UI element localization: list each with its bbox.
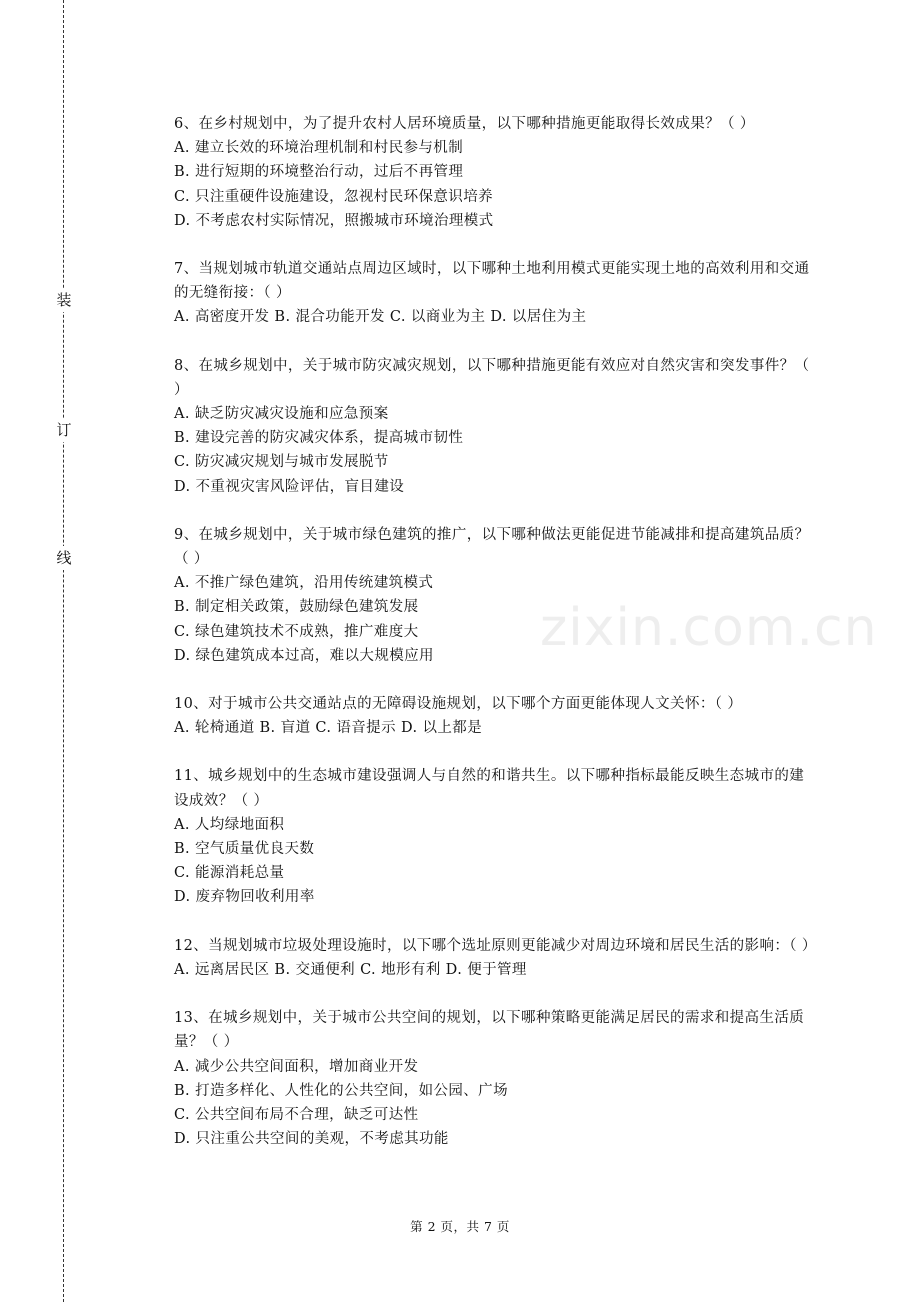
question-stem: 10、对于城市公共交通站点的无障碍设施规划，以下哪个方面更能体现人文关怀：（ ） <box>174 696 743 713</box>
watermark: zixin.com.cn <box>540 598 878 658</box>
option-b: B. 建设完善的防灾减灾体系，提高城市韧性 <box>174 430 464 447</box>
option-a: A. 不推广绿色建筑，沿用传统建筑模式 <box>174 575 434 592</box>
binding-char-zhuang: 装 <box>53 288 75 312</box>
option-d: D. 不考虑农村实际情况，照搬城市环境治理模式 <box>174 212 494 229</box>
question-6 <box>174 112 814 233</box>
option-c: C. 只注重硬件设施建设，忽视村民环保意识培养 <box>174 188 493 205</box>
question-stem: 9、在城乡规划中，关于城市绿色建筑的推广，以下哪种做法更能促进节能减排和提高建筑品质？（ ） <box>174 526 810 568</box>
question-stem: 6、在乡村规划中，为了提升农村人居环境质量，以下哪种措施更能取得长效成果？（ ） <box>174 116 755 132</box>
option-c: C. 绿色建筑技术不成熟，推广难度大 <box>174 623 419 640</box>
question-8 <box>174 354 814 499</box>
options-inline: A. 远离居民区 B. 交通便利 C. 地形有利 D. 便于管理 <box>174 961 527 978</box>
option-d: D. 只注重公共空间的美观，不考虑其功能 <box>174 1131 449 1148</box>
question-list <box>174 112 817 1175</box>
option-c: C. 防灾减灾规划与城市发展脱节 <box>174 454 389 471</box>
option-b: B. 打造多样化、人性化的公共空间，如公园、广场 <box>174 1082 508 1099</box>
options-inline: A. 高密度开发 B. 混合功能开发 C. 以商业为主 D. 以居住为主 <box>174 309 587 326</box>
option-c: C. 能源消耗总量 <box>174 865 285 882</box>
option-d: D. 废弃物回收利用率 <box>174 889 315 906</box>
binding-char-xian: 线 <box>53 546 75 570</box>
options-inline: A. 轮椅通道 B. 盲道 C. 语音提示 D. 以上都是 <box>174 720 483 737</box>
question-stem: 7、当规划城市轨道交通站点周边区域时，以下哪种土地利用模式更能实现土地的高效利用和交通的无缝衔接：（ ） <box>174 261 810 302</box>
option-a: A. 减少公共空间面积，增加商业开发 <box>174 1058 419 1075</box>
option-a: A. 人均绿地面积 <box>174 816 285 833</box>
question-stem: 8、在城乡规划中，关于城市防灾减灾规划，以下哪种措施更能有效应对自然灾害和突发事件？（ ） <box>174 357 810 398</box>
option-b: B. 制定相关政策，鼓励绿色建筑发展 <box>174 599 419 616</box>
option-c: C. 公共空间布局不合理，缺乏可达性 <box>174 1106 419 1123</box>
option-a: A. 缺乏防灾减灾设施和应急预案 <box>174 406 389 423</box>
question-stem: 13、在城乡规划中，关于城市公共空间的规划，以下哪种策略更能满足居民的需求和提高生活质量？（ ） <box>174 1010 805 1051</box>
option-b: B. 进行短期的环境整治行动，过后不再管理 <box>174 164 464 181</box>
option-a: A. 建立长效的环境治理机制和村民参与机制 <box>174 140 464 157</box>
option-b: B. 空气质量优良天数 <box>174 841 315 858</box>
binding-char-ding: 订 <box>53 418 75 442</box>
page-footer: 第 2 页，共 7 页 <box>410 1219 510 1234</box>
binding-dashed-line <box>63 0 64 1302</box>
question-11 <box>174 764 814 909</box>
option-d: D. 不重视灾害风险评估，盲目建设 <box>174 478 405 495</box>
question-stem: 12、当规划城市垃圾处理设施时，以下哪个选址原则更能减少对周边环境和居民生活的影响：（ ） <box>174 937 817 954</box>
question-9 <box>174 523 814 668</box>
option-d: D. 绿色建筑成本过高，难以大规模应用 <box>174 647 434 664</box>
question-7 <box>174 257 814 330</box>
question-stem: 11、城乡规划中的生态城市建设强调人与自然的和谐共生。以下哪种指标最能反映生态城市的建设成效？（ ） <box>174 768 805 809</box>
question-12 <box>174 934 817 982</box>
question-10 <box>174 692 814 740</box>
question-13 <box>174 1006 814 1151</box>
